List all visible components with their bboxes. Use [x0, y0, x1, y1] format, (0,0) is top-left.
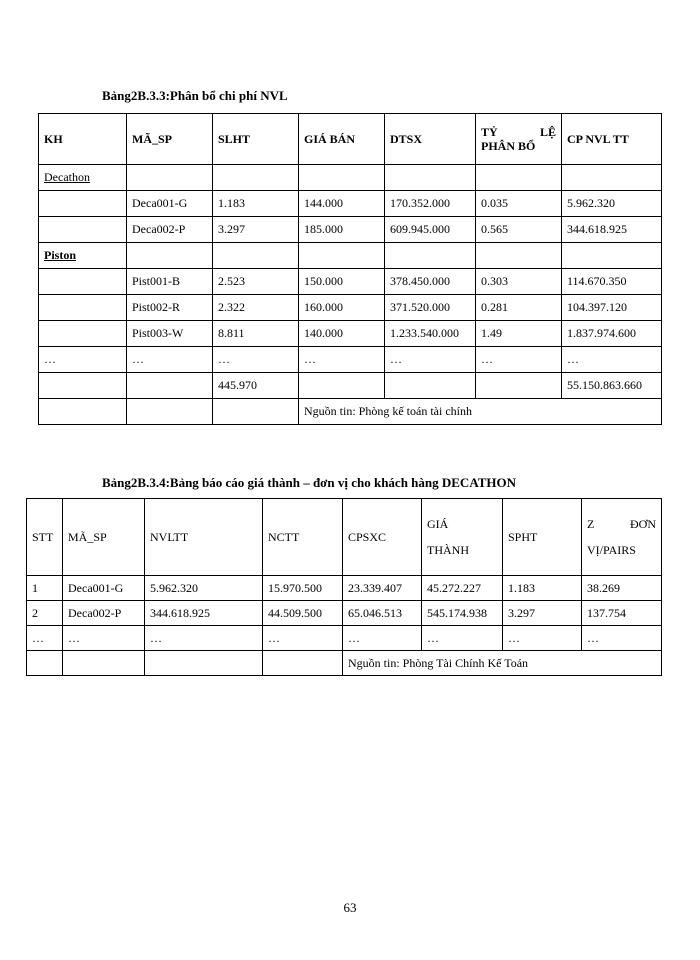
table1-title-text: Phân bổ chi phí NVL [169, 88, 288, 103]
total-cp: 55.150.863.660 [562, 373, 662, 399]
cost-report-table [26, 498, 662, 676]
total-row [39, 373, 662, 399]
group-decathon: Decathon [39, 165, 127, 191]
header-kh: KH [39, 114, 127, 165]
ellipsis-cell: … [145, 626, 263, 651]
ellipsis-cell: … [422, 626, 503, 651]
ellipsis-cell: … [299, 347, 385, 373]
cell-cp: 104.397.120 [562, 295, 662, 321]
cell-spht: 1.183 [503, 576, 582, 601]
header-cpsxc: CPSXC [343, 499, 422, 576]
table-row [39, 191, 662, 217]
header-don: ĐƠN [630, 517, 656, 531]
cell-gia-ban: 144.000 [299, 191, 385, 217]
cell-dtsx: 1.233.540.000 [385, 321, 476, 347]
cell-ty-le: 0.303 [476, 269, 562, 295]
header-z: Z [587, 517, 595, 531]
table-row [39, 295, 662, 321]
cell-cp: 1.837.974.600 [562, 321, 662, 347]
source-note: Nguồn tin: Phòng kế toán tài chính [299, 399, 662, 425]
table-row [27, 601, 662, 626]
header-gia: GIÁ [427, 517, 449, 531]
total-slht: 445.970 [213, 373, 299, 399]
cell-z: 137.754 [582, 601, 662, 626]
cell-cpsxc: 23.339.407 [343, 576, 422, 601]
ellipsis-cell: … [476, 347, 562, 373]
header-ma-sp: MÃ_SP [63, 499, 145, 576]
cell-ty-le: 0.035 [476, 191, 562, 217]
header-dtsx: DTSX [385, 114, 476, 165]
cell-ma-sp: Pist003-W [127, 321, 213, 347]
header-gia-thanh [422, 499, 503, 576]
header-ty-le-phan-bo [476, 114, 562, 165]
table-row [39, 217, 662, 243]
ellipsis-cell: … [385, 347, 476, 373]
group-row [39, 243, 662, 269]
cell-slht: 2.523 [213, 269, 299, 295]
cell-gia-ban: 185.000 [299, 217, 385, 243]
header-ma-sp: MÃ_SP [127, 114, 213, 165]
ellipsis-cell: … [562, 347, 662, 373]
ellipsis-cell: … [582, 626, 662, 651]
cell-nvltt: 5.962.320 [145, 576, 263, 601]
header-z-don-vi [582, 499, 662, 576]
header-stt: STT [27, 499, 63, 576]
cell-gia-ban: 150.000 [299, 269, 385, 295]
header-vi-pairs: VỊ/PAIRS [587, 543, 636, 557]
cell-ty-le: 0.565 [476, 217, 562, 243]
cell-dtsx: 378.450.000 [385, 269, 476, 295]
header-slht: SLHT [213, 114, 299, 165]
cell-ty-le: 1.49 [476, 321, 562, 347]
cell-ma-sp: Pist001-B [127, 269, 213, 295]
source-row [39, 399, 662, 425]
cell-slht: 8.811 [213, 321, 299, 347]
ellipsis-cell: … [39, 347, 127, 373]
table2-title-label: Bảng2B.3.4: [102, 475, 170, 490]
cell-ma-sp: Pist002-R [127, 295, 213, 321]
ellipsis-cell: … [343, 626, 422, 651]
cell-dtsx: 371.520.000 [385, 295, 476, 321]
table1-title [102, 88, 288, 104]
ellipsis-cell: … [127, 347, 213, 373]
header-ty: TỶ [481, 125, 498, 139]
table-row [27, 576, 662, 601]
cost-allocation-table [38, 113, 662, 425]
ellipsis-cell: … [27, 626, 63, 651]
cell-stt: 1 [27, 576, 63, 601]
cell-gia-thanh: 545.174.938 [422, 601, 503, 626]
cell-ty-le: 0.281 [476, 295, 562, 321]
ellipsis-cell: … [63, 626, 145, 651]
header-gia-ban: GIÁ BÁN [299, 114, 385, 165]
cell-slht: 1.183 [213, 191, 299, 217]
table1-title-label: Bảng2B.3.3: [102, 88, 170, 103]
header-nvltt: NVLTT [145, 499, 263, 576]
ellipsis-cell: … [263, 626, 343, 651]
table-row [39, 321, 662, 347]
cell-gia-ban: 160.000 [299, 295, 385, 321]
cell-z: 38.269 [582, 576, 662, 601]
cell-ma-sp: Deca001-G [127, 191, 213, 217]
cell-ma-sp: Deca002-P [127, 217, 213, 243]
source-row [27, 651, 662, 676]
source-note: Nguồn tin: Phòng Tài Chính Kế Toán [343, 651, 662, 676]
cell-slht: 2.322 [213, 295, 299, 321]
header-nctt: NCTT [263, 499, 343, 576]
cell-gia-thanh: 45.272.227 [422, 576, 503, 601]
cell-nvltt: 344.618.925 [145, 601, 263, 626]
header-spht: SPHT [503, 499, 582, 576]
cell-dtsx: 170.352.000 [385, 191, 476, 217]
cell-spht: 3.297 [503, 601, 582, 626]
group-piston: Piston [39, 243, 127, 269]
ellipsis-row [39, 347, 662, 373]
table2-title [102, 475, 516, 491]
table-header-row [27, 499, 662, 576]
cell-dtsx: 609.945.000 [385, 217, 476, 243]
cell-cpsxc: 65.046.513 [343, 601, 422, 626]
cell-cp: 344.618.925 [562, 217, 662, 243]
table-row [39, 269, 662, 295]
cell-ma-sp: Deca002-P [63, 601, 145, 626]
cell-ma-sp: Deca001-G [63, 576, 145, 601]
header-phan-bo: PHÂN BỔ [481, 139, 536, 153]
ellipsis-cell: … [503, 626, 582, 651]
table-header-row [39, 114, 662, 165]
cell-cp: 5.962.320 [562, 191, 662, 217]
header-le: LỆ [539, 125, 556, 139]
group-row [39, 165, 662, 191]
header-cp-nvl-tt: CP NVL TT [562, 114, 662, 165]
page-number: 63 [343, 900, 357, 915]
cell-cp: 114.670.350 [562, 269, 662, 295]
ellipsis-cell: … [213, 347, 299, 373]
cell-gia-ban: 140.000 [299, 321, 385, 347]
table2-title-text: Bảng báo cáo giá thành – đơn vị cho khách hàng DECATHON [169, 475, 517, 490]
cell-nctt: 44.509.500 [263, 601, 343, 626]
cell-slht: 3.297 [213, 217, 299, 243]
cell-nctt: 15.970.500 [263, 576, 343, 601]
cell-stt: 2 [27, 601, 63, 626]
header-thanh: THÀNH [427, 543, 469, 557]
ellipsis-row [27, 626, 662, 651]
